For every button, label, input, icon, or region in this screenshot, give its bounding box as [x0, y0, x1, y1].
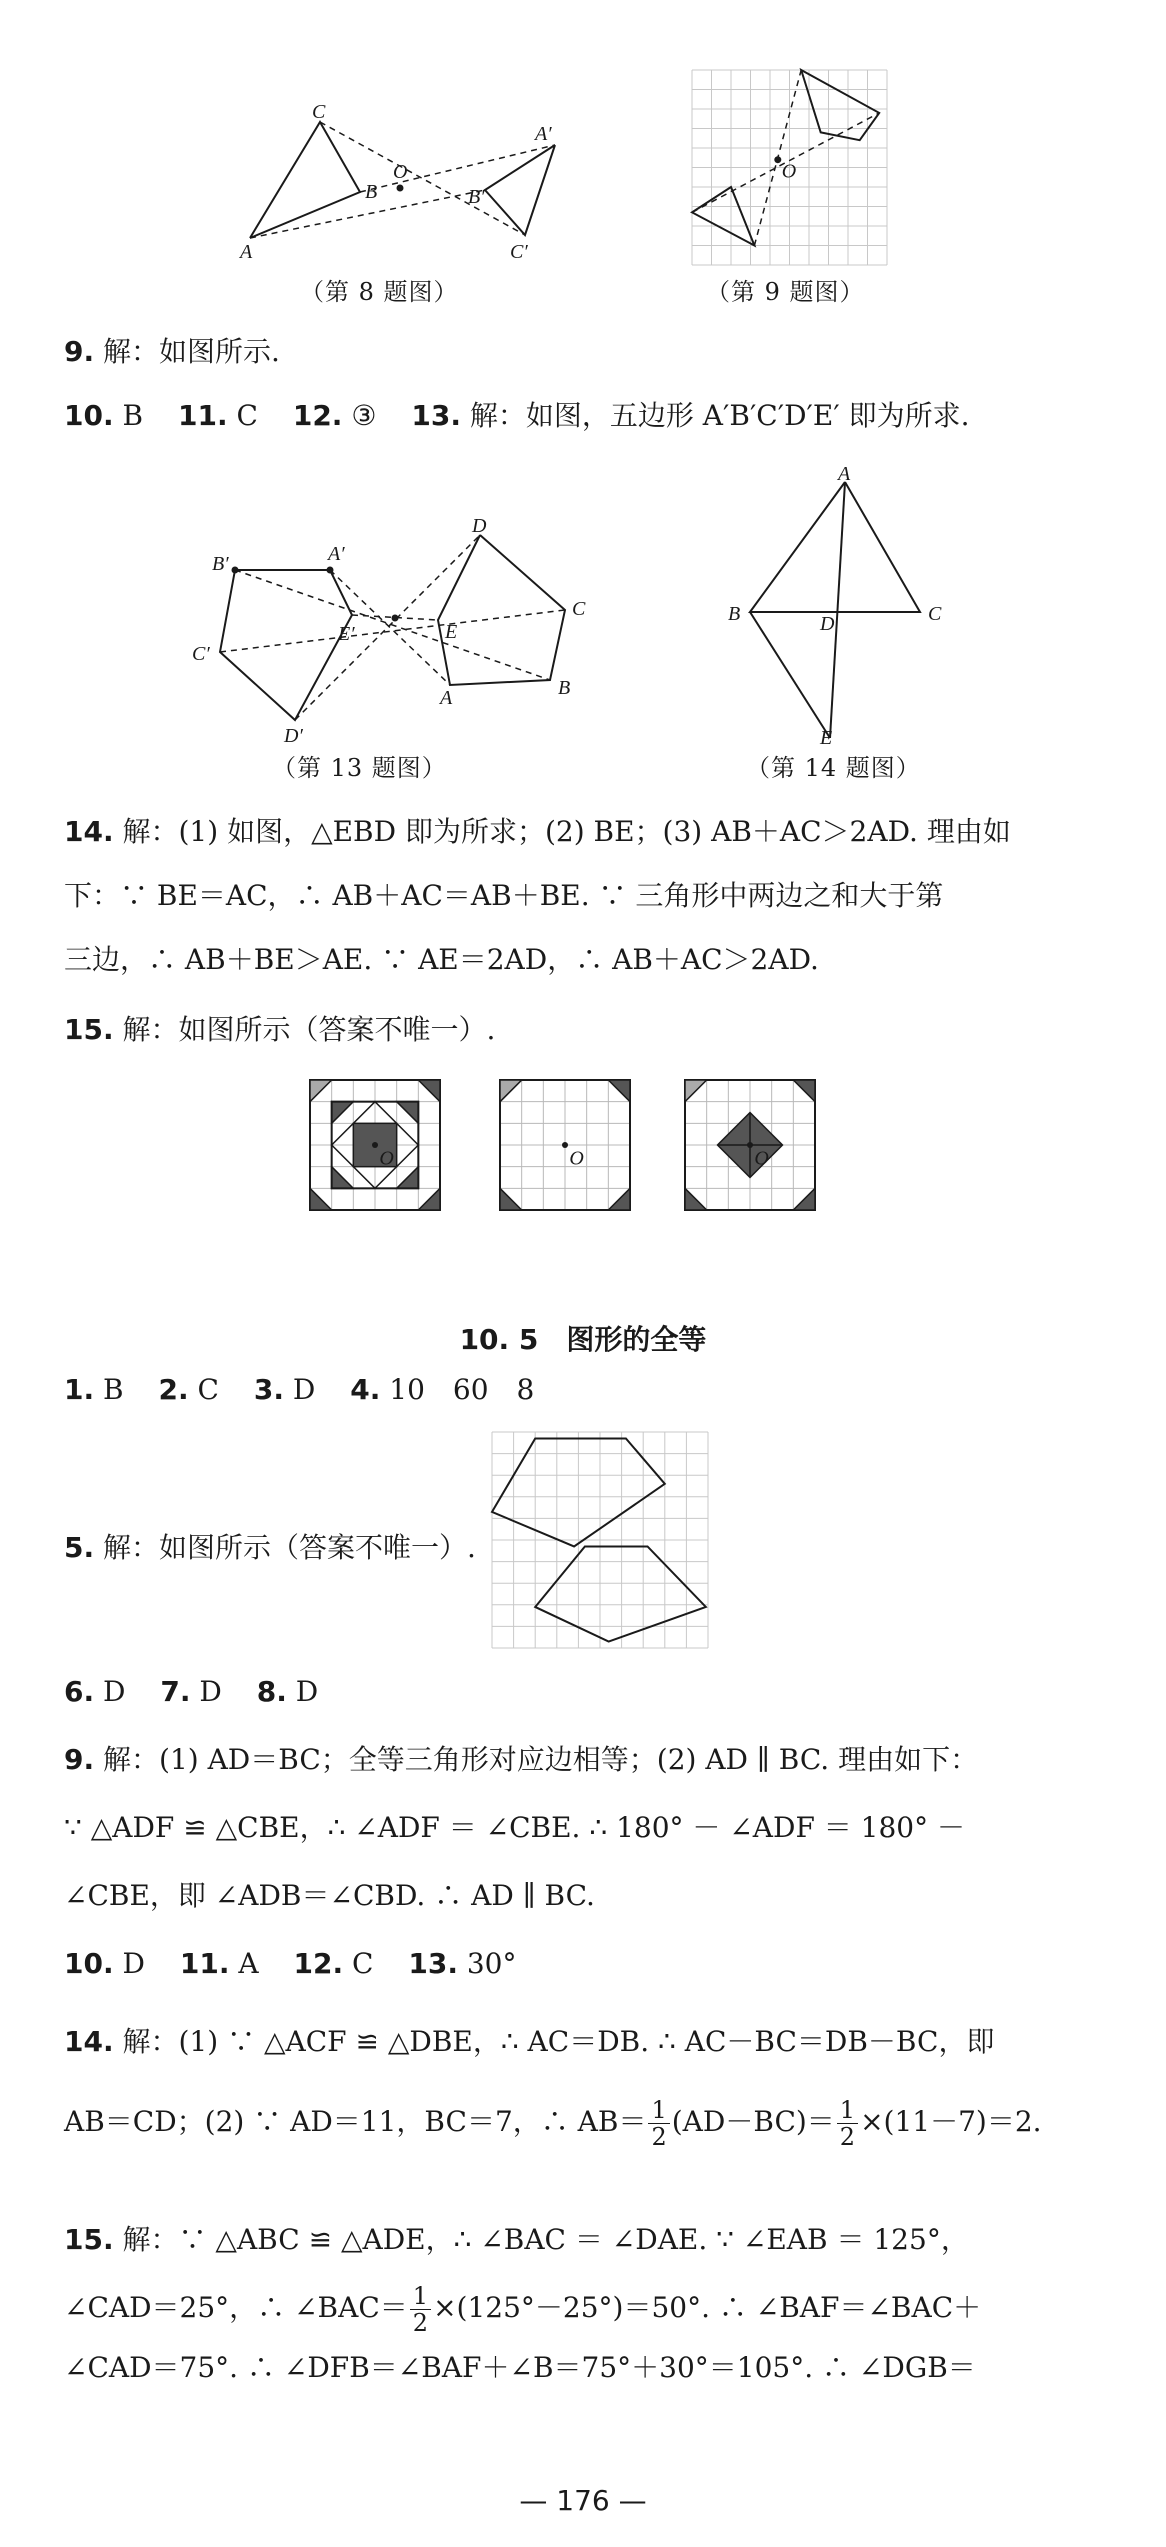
fig8-label-a1: A′	[535, 123, 552, 145]
fig15-label-o: O	[569, 1147, 584, 1170]
fig15-label-o: O	[754, 1147, 769, 1170]
q14-line-3: 三边，∴ AB＋BE＞AE. ∵ AE＝2AD，∴ AB＋AC＞2AD.	[64, 943, 819, 976]
s-q9-line-1: 9. 解：(1) AD＝BC；全等三角形对应边相等；(2) AD ∥ BC. 理由如下：	[64, 1743, 979, 1776]
figure-13	[190, 515, 600, 747]
caption-fig8: （第 8 题图）	[300, 278, 459, 306]
fig8-label-a: A	[240, 241, 253, 263]
s-q14-line-2: AB＝CD；(2) ∵ AD＝11，BC＝7，∴ AB＝ $\frac{1}{2}$ (AD－BC)＝ $\frac{1}{2}$ ×(11－7)＝2.	[64, 2096, 1042, 2151]
fig13-label-e1: E′	[338, 623, 355, 645]
fraction-half: $\frac{1}{2}$	[837, 2097, 858, 2150]
figure-5-grid	[492, 1432, 708, 1648]
fig8-label-c: C	[312, 101, 326, 123]
fig13-label-c1: C′	[192, 643, 210, 665]
triangle-abc	[250, 122, 360, 238]
fig8-label-b: B	[365, 181, 378, 203]
s-q10-13-line: 10. D 11. A 12. C 13. 30°	[64, 1947, 517, 1980]
fig14-label-d: D	[820, 613, 835, 635]
figure-15-grid-1	[310, 1080, 440, 1210]
pentagon-abcde	[438, 535, 565, 685]
fig13-label-d1: D′	[284, 725, 303, 747]
s-q1-4-line: 1. B 2. C 3. D 4. 10 60 8	[64, 1373, 535, 1406]
fig13-label-a1: A′	[328, 543, 345, 565]
fig8-label-c1: C′	[510, 241, 528, 263]
page-number: — 176 —	[519, 2484, 647, 2517]
fig5-pentagon-2	[535, 1546, 706, 1641]
s-q15-line-2: ∠CAD＝25°，∴ ∠BAC＝ $\frac{1}{2}$ ×(125°－25°)＝50°. ∴ ∠BAF＝∠BAC＋	[64, 2282, 982, 2337]
fig13-label-e: E	[445, 621, 458, 643]
triangle-abc	[750, 482, 920, 612]
caption-fig14: （第 14 题图）	[746, 754, 921, 782]
fig13-label-a: A	[440, 687, 453, 709]
figure-8	[240, 100, 570, 270]
section-title: 10. 5 图形的全等	[459, 1323, 707, 1356]
s-q15-line-1: 15. 解：∵ △ABC ≌ △ADE，∴ ∠BAC ＝ ∠DAE. ∵ ∠EAB ＝ 125°，	[64, 2223, 969, 2256]
fraction-half: $\frac{1}{2}$	[648, 2097, 669, 2150]
q14-line-2: 下：∵ BE＝AC，∴ AB＋AC＝AB＋BE. ∵ 三角形中两边之和大于第	[64, 879, 944, 912]
fig13-label-c: C	[572, 598, 586, 620]
fig15-label-o: O	[379, 1147, 394, 1170]
figure-15-grid-3	[685, 1080, 815, 1210]
figure-15-grid-2	[500, 1080, 630, 1210]
q10-13-line: 10. B 11. C 12. ③ 13. 解：如图，五边形 A′B′C′D′E′ 即为所求.	[64, 399, 970, 432]
caption-fig9: （第 9 题图）	[706, 278, 865, 306]
fig13-label-b1: B′	[212, 553, 229, 575]
fig14-label-e: E	[820, 727, 833, 749]
s-q9-line-3: ∠CBE，即 ∠ADB＝∠CBD. ∴ AD ∥ BC.	[64, 1879, 595, 1912]
q15-line: 15. 解：如图所示（答案不唯一）.	[64, 1013, 496, 1046]
fig8-label-b1: B′	[468, 186, 485, 208]
s-q15-line-3: ∠CAD＝75°. ∴ ∠DFB＝∠BAF＋∠B＝75°＋30°＝105°. ∴ ∠DGB＝	[64, 2351, 976, 2384]
fig14-label-a: A	[838, 463, 851, 485]
fig13-label-b: B	[558, 677, 571, 699]
fig8-label-o: O	[393, 161, 408, 183]
fig9-label-o: O	[781, 160, 797, 183]
fig14-label-c: C	[928, 603, 942, 625]
s-q9-line-2: ∵ △ADF ≌ △CBE，∴ ∠ADF ＝ ∠CBE. ∴ 180° － ∠ADF ＝ 180° －	[64, 1811, 966, 1844]
s-q6-8-line: 6. D 7. D 8. D	[64, 1675, 319, 1708]
fig13-label-d: D	[472, 515, 487, 537]
fraction-half: $\frac{1}{2}$	[410, 2283, 431, 2336]
triangle-a1b1c1	[485, 145, 555, 235]
pentagon-a1b1c1d1e1	[220, 570, 352, 720]
q9-line: 9. 解：如图所示.	[64, 335, 280, 368]
figure-9	[692, 70, 887, 265]
s-q5-line: 5. 解：如图所示（答案不唯一）.	[64, 1531, 476, 1564]
s-q14-line-1: 14. 解：(1) ∵ △ACF ≌ △DBE，∴ AC＝DB. ∴ AC－BC＝DB－BC，即	[64, 2025, 995, 2058]
caption-fig13: （第 13 题图）	[272, 754, 447, 782]
q14-line-1: 14. 解：(1) 如图，△EBD 即为所求；(2) BE；(3) AB＋AC＞2AD. 理由如	[64, 815, 1011, 848]
figure-14	[720, 463, 950, 749]
fig14-label-b: B	[728, 603, 741, 625]
